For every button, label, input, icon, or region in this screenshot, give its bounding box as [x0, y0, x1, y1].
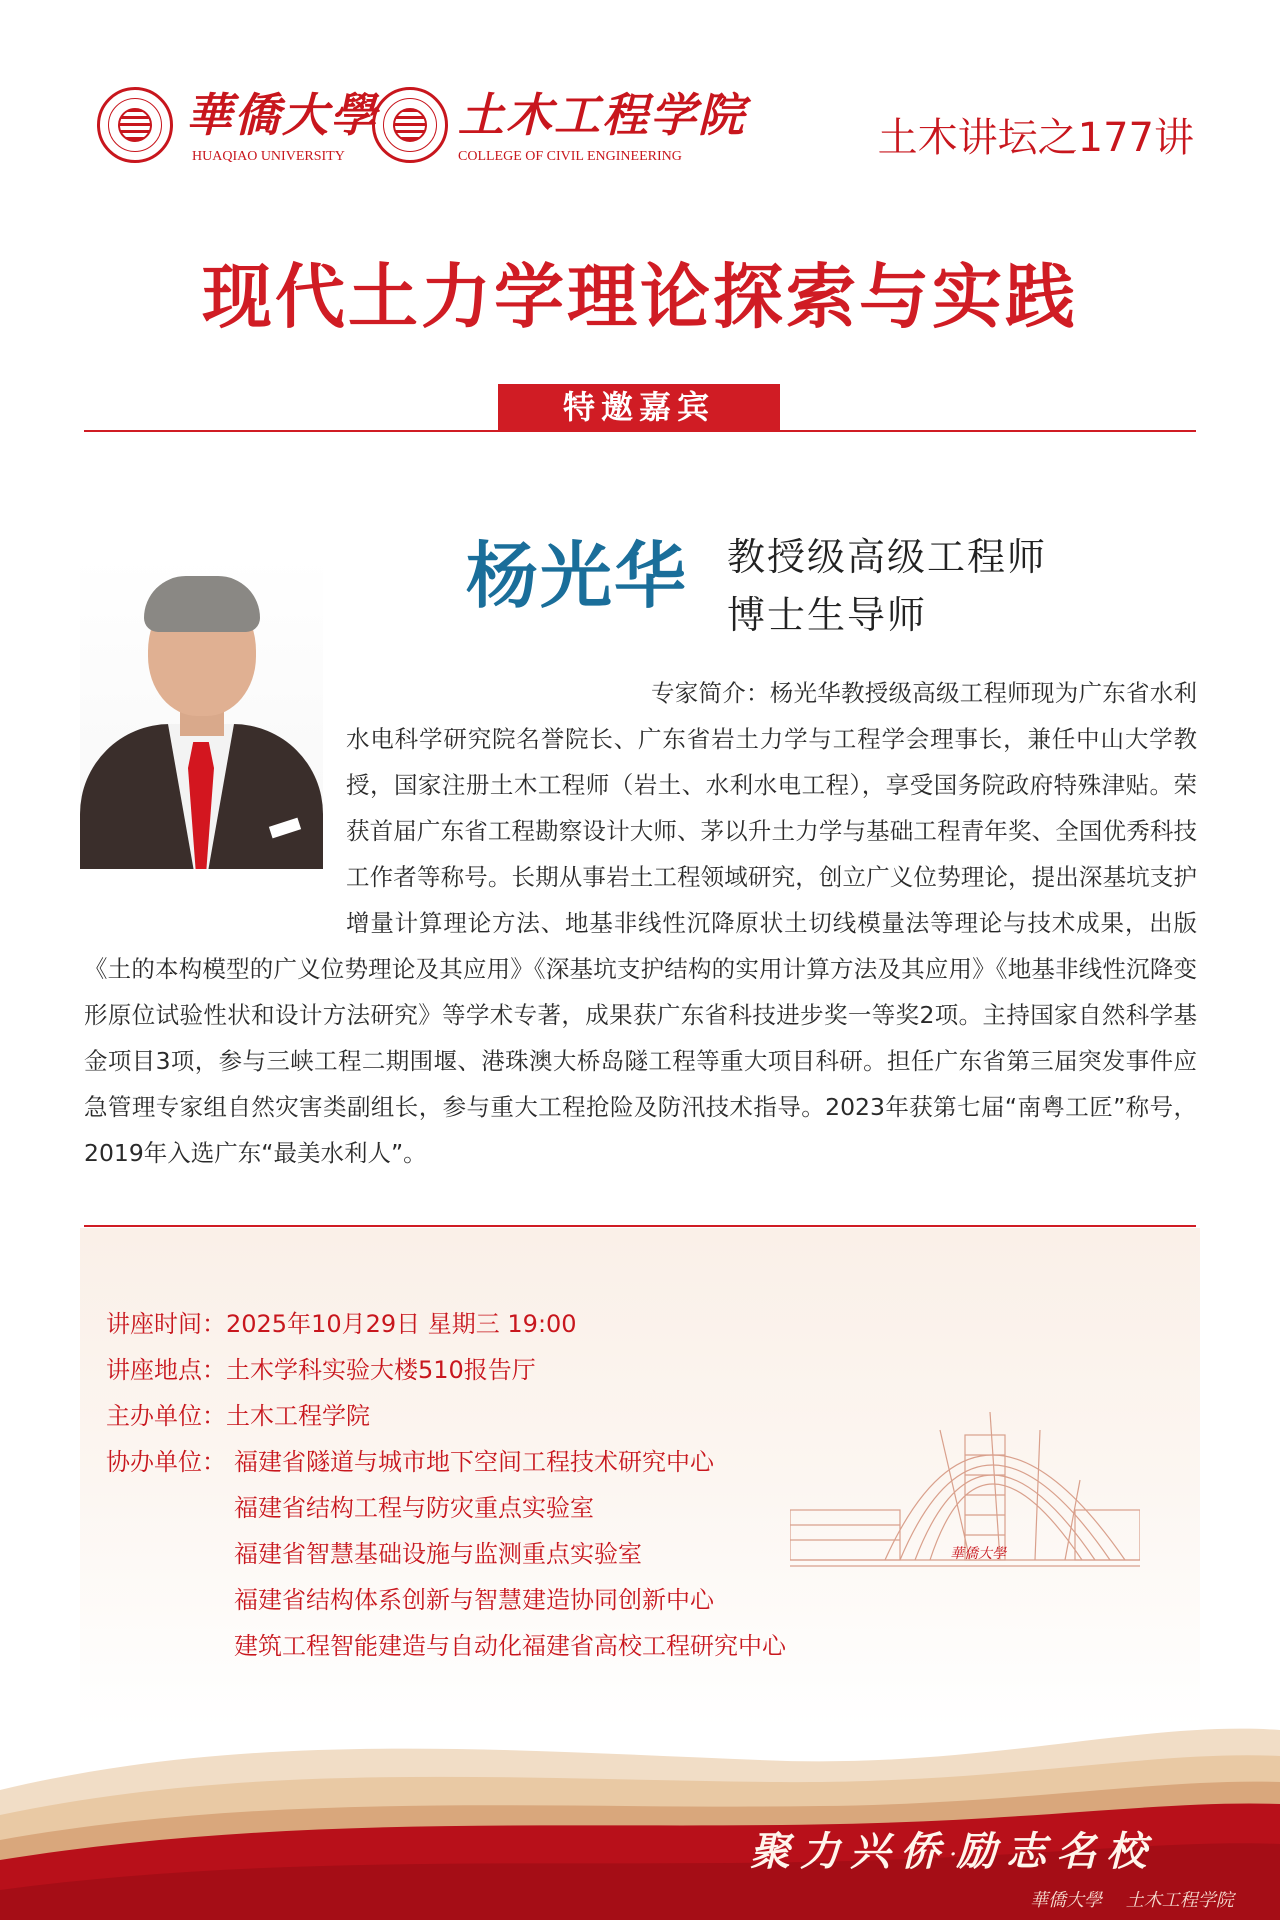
college-logo-en: COLLEGE OF CIVIL ENGINEERING: [458, 149, 682, 164]
lecture-host-value: 土木工程学院: [226, 1402, 370, 1430]
lecture-venue-label: 讲座地点：: [106, 1356, 226, 1384]
speaker-title-1: 教授级高级工程师: [727, 535, 1048, 579]
lecture-time-label: 讲座时间：: [106, 1310, 226, 1338]
campus-gate-illustration: [790, 1360, 1140, 1580]
lecture-host: [106, 1404, 370, 1428]
huaqiao-seal-icon: [97, 87, 173, 163]
footer-slogan: [750, 1828, 1157, 1875]
co-organizers-label: 协办单位：: [106, 1448, 226, 1476]
globe-icon: [118, 108, 152, 142]
speaker-name: 杨光华: [466, 533, 689, 618]
co-organizer-item: 福建省结构体系创新与智慧建造协同创新中心: [234, 1586, 714, 1614]
divider-bottom: [84, 1225, 1196, 1227]
guest-section-label: 特邀嘉宾: [498, 384, 780, 430]
slogan-right: 励志名校: [956, 1828, 1157, 1875]
lecture-title: 现代土力学理论探索与实践: [202, 256, 1078, 338]
lecture-time-value: 2025年10月29日 星期三 19:00: [226, 1310, 577, 1338]
college-logo-text: 土木工程学院: [458, 88, 746, 142]
lecture-venue-value: 土木学科实验大楼510报告厅: [226, 1356, 536, 1384]
co-organizer-item: 福建省结构工程与防灾重点实验室: [234, 1494, 594, 1522]
slogan-left: 聚力兴侨: [750, 1828, 950, 1875]
footer-mini-logos: [1030, 1892, 1234, 1910]
footer-logo-2: 土木工程学院: [1125, 1890, 1234, 1911]
co-organizer-item: 福建省智慧基础设施与监测重点实验室: [234, 1540, 642, 1568]
co-organizer-item: 福建省隧道与城市地下空间工程技术研究中心: [234, 1448, 714, 1476]
university-logo-en: HUAQIAO UNIVERSITY: [192, 149, 345, 164]
divider-top: [84, 430, 1196, 432]
hair: [144, 576, 260, 632]
speaker-bio: 专家简介：杨光华教授级高级工程师现为广东省水利水电科学研究院名誉院长、广东省岩土力学与工程学会理事长，兼任中山大学教授，国家注册土木工程师（岩土、水利水电工程），享受国务院政府特殊津贴。荣获首届广东省工程勘察设计大师、茅以升土力学与基础工程青年奖、全国优秀科技工作者等称号。长期从事岩土工程领域研究，创立广义位势理论，提出深基坑支护增量计算理论方法、地基非线性沉降原状土切线模量法等理论与技术成果，出版《土的本构模型的广义位势理论及其应用》《深基坑支护结构的实用计算方法及其应用》《地基非线性沉降变形原位试验性状和设计方法研究》等学术专著，成果获广东省科技进步奖一等奖2项。主持国家自然科学基金项目3项，参与三峡工程二期围堰、港珠澳大桥岛隧工程等重大项目科研。担任广东省第三届突发事件应急管理专家组自然灾害类副组长，参与重大工程抢险及防汛技术指导。2023年获第七届“南粤工匠”称号，2019年入选广东“最美水利人”。: [84, 679, 1197, 1167]
lecture-venue: [106, 1358, 536, 1382]
globe-icon: [393, 108, 427, 142]
lecture-time: [106, 1312, 577, 1336]
footer-logo-1: 華僑大學: [1030, 1890, 1102, 1911]
university-logo-text: 華僑大學: [186, 88, 378, 142]
slogan-dot-icon: ·: [950, 1844, 957, 1865]
co-organizer-item: 建筑工程智能建造与自动化福建省高校工程研究中心: [234, 1632, 786, 1660]
lecture-series-number: 土木讲坛之177讲: [877, 115, 1194, 161]
college-seal-icon: [372, 87, 448, 163]
speaker-title-2: 博士生导师: [727, 593, 928, 637]
lecture-host-label: 主办单位：: [106, 1402, 226, 1430]
gate-sign: 華僑大學: [950, 1546, 1006, 1562]
